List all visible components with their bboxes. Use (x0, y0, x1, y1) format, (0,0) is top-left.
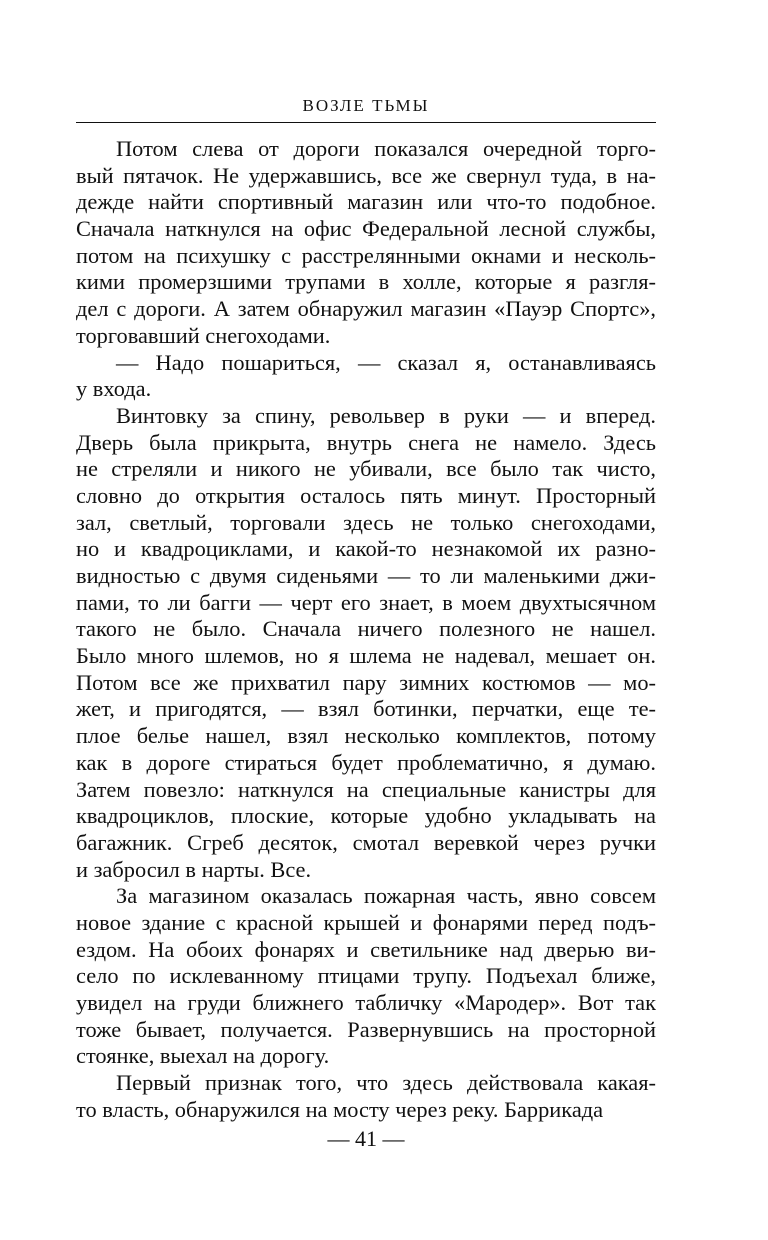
paragraph-line: словно до открытия осталось пять минут. Просторный (76, 482, 656, 508)
paragraph-line: зал, светлый, торговали здесь не только снегоходами, (76, 509, 656, 535)
paragraph-line: увидел на груди ближнего табличку «Мародер». Вот так (76, 990, 656, 1015)
paragraph-first-line: — Надо пошариться, — сказал я, останавливаясь (116, 349, 656, 375)
paragraph-line: видностью с двумя сиденьями — то ли маленькими джи- (76, 563, 656, 588)
paragraph-line: дежде найти спортивный магазин или что-то подобное. (76, 189, 656, 215)
paragraph-line: жет, и пригодятся, — взял ботинки, перчатки, еще те- (76, 696, 656, 722)
paragraph-line: как в дороге стираться будет проблематично, я думаю. (76, 749, 656, 775)
paragraph-line: Дверь была прикрыта, внутрь снега не намело. Здесь (76, 429, 656, 455)
paragraph-line: квадроциклов, плоские, которые удобно укладывать на (76, 803, 656, 829)
paragraph-line: Затем повезло: наткнулся на специальные канистры для (76, 776, 656, 802)
paragraph-line: стоянке, выехал на дорогу. (76, 1043, 330, 1069)
paragraph-line: но и квадроциклами, и какой-то незнакомой их разно- (76, 536, 656, 562)
paragraph-line: такого не было. Сначала ничего полезного не нашел. (76, 616, 656, 642)
paragraph-line: кими промерзшими трупами в холле, которые я разгля- (76, 269, 656, 295)
paragraph-line: Сначала наткнулся на офис Федеральной лесной службы, (76, 216, 656, 242)
paragraph-line: Потом все же прихватил пару зимних костюмов — мо- (76, 669, 656, 695)
paragraph-first-line: Первый признак того, что здесь действовала какая- (116, 1070, 656, 1096)
paragraph-line: Было много шлемов, но я шлема не надевал, мешает он. (76, 643, 656, 669)
page-number: — 41 — (327, 1126, 405, 1151)
header-rule (76, 122, 656, 123)
paragraph-line: плое белье нашел, взял несколько комплектов, потому (76, 723, 656, 749)
paragraph-line: вый пятачок. Не удержавшись, все же свернул туда, в на- (76, 162, 656, 188)
paragraph-line: тоже бывает, получается. Развернувшись на просторной (76, 1016, 656, 1042)
paragraph-first-line: За магазином оказалась пожарная часть, явно совсем (116, 883, 656, 909)
paragraph-line: торговавший снегоходами. (76, 322, 331, 348)
paragraph-first-line: Винтовку за спину, револьвер в руки — и вперед. (116, 402, 656, 428)
paragraph-line: пами, то ли багги — черт его знает, в моем двухтысячном (76, 589, 656, 615)
paragraph-line: ездом. На обоих фонарях и светильнике над дверью ви- (76, 936, 656, 962)
running-head: ВОЗЛЕ ТЬМЫ (302, 96, 430, 115)
paragraph-line: и забросил в нарты. Все. (76, 856, 312, 882)
paragraph-line: у входа. (76, 376, 152, 402)
paragraph-line: новое здание с красной крышей и фонарями перед подъ- (76, 909, 656, 935)
paragraph-line: потом на психушку с расстрелянными окнами и несколь- (76, 242, 656, 268)
paragraph-line: дел с дороги. А затем обнаружил магазин «Пауэр Спортс», (76, 296, 656, 322)
paragraph-line: село по исклеванному птицами трупу. Подъехал ближе, (76, 963, 656, 989)
paragraph-line: багажник. Сгреб десяток, смотал веревкой через ручки (76, 829, 656, 855)
body-text (76, 136, 656, 1123)
paragraph-line: то власть, обнаружился на мосту через реку. Баррикада (76, 1096, 604, 1122)
paragraph-first-line: Потом слева от дороги показался очередной торго- (116, 136, 656, 161)
paragraph-line: не стреляли и никого не убивали, все было так чисто, (76, 456, 656, 482)
